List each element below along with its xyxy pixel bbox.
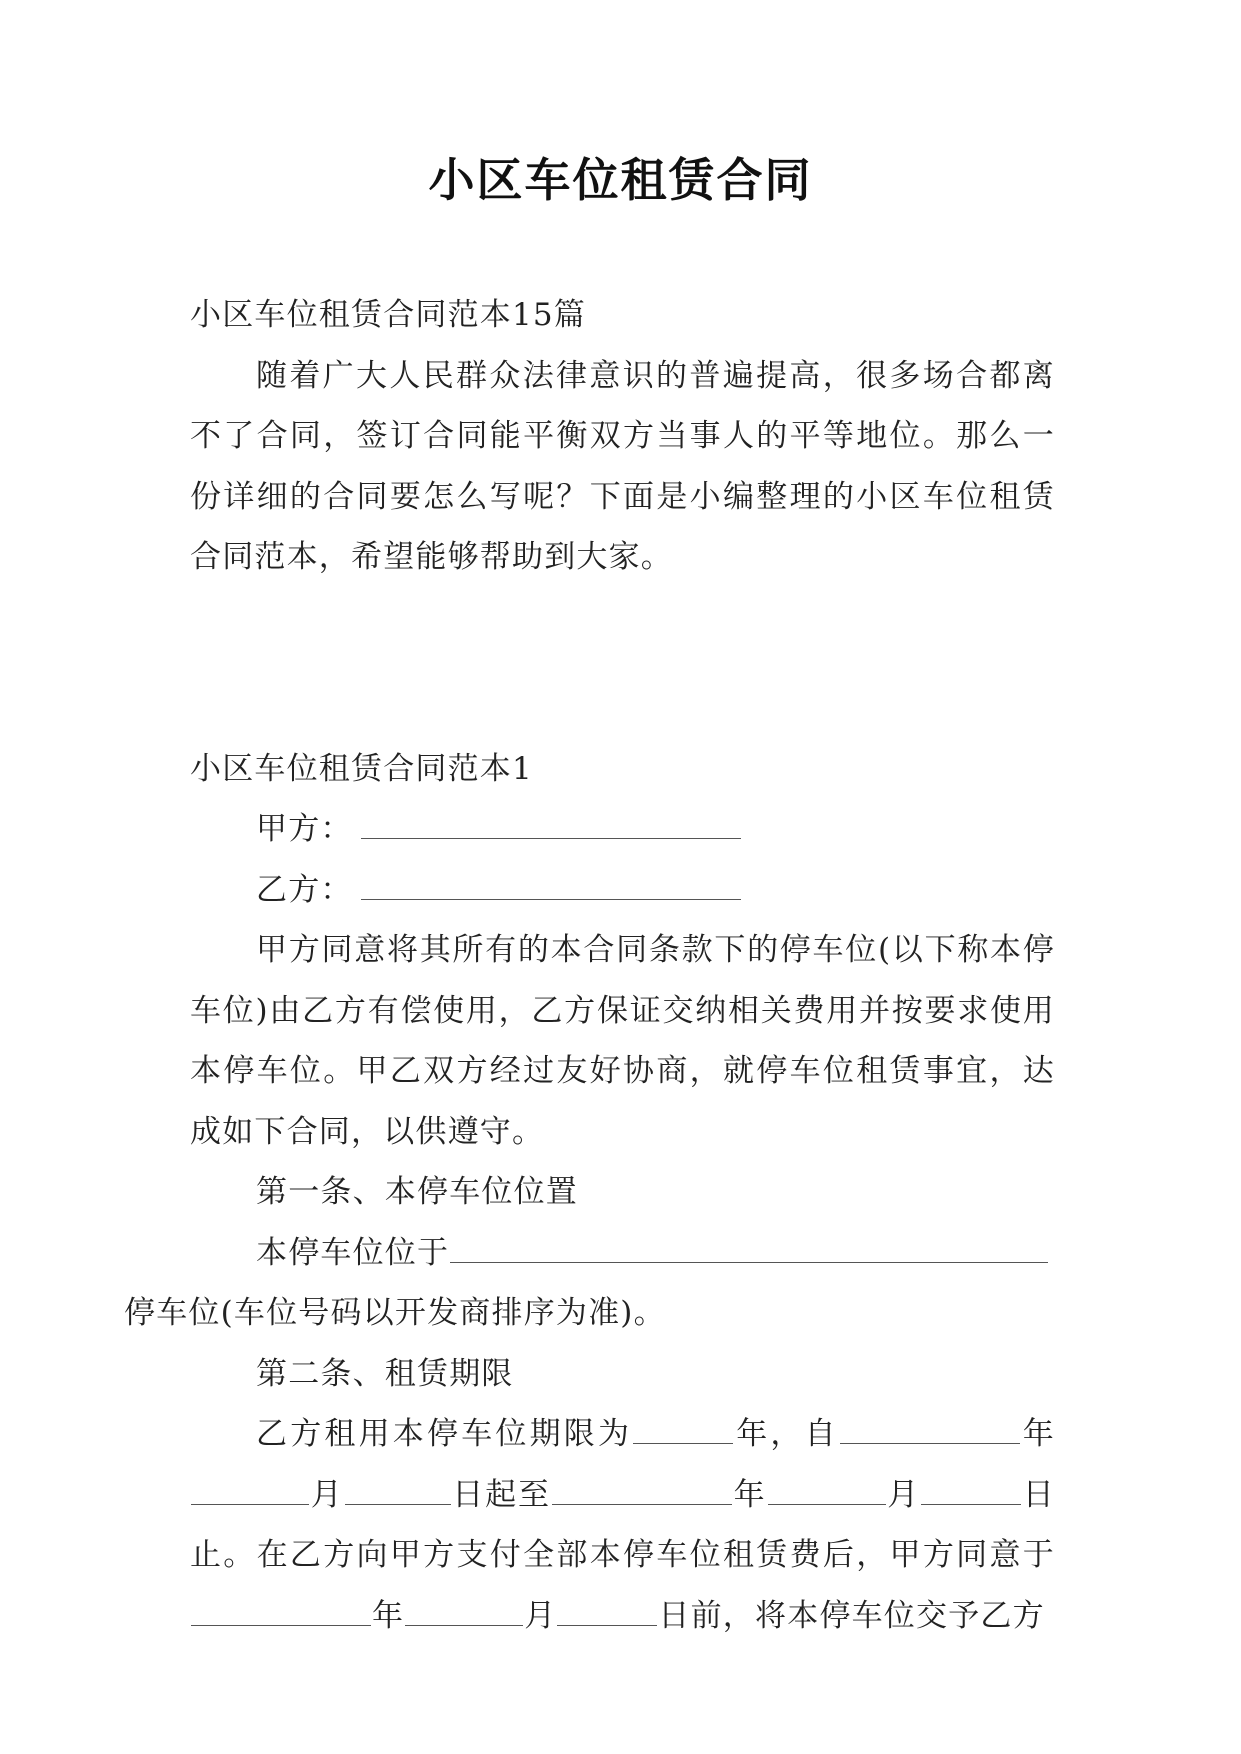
document-body	[124, 285, 1056, 1646]
intro-paragraph: 随着广大人民群众法律意识的普遍提高，很多场合都离不了合同，签订合同能平衡双方当事人的平等地位。那么一份详细的合同要怎么写呢？下面是小编整理的小区车位租赁合同范本，希望能够帮助到大家。	[190, 357, 1055, 575]
party-b-label: 乙方：	[256, 871, 353, 908]
end-year-blank	[552, 1480, 732, 1505]
article2-heading: 第二条、租赁期限	[256, 1355, 514, 1392]
article2-text: 年	[732, 1476, 767, 1513]
party-a-blank	[361, 814, 741, 839]
article2-text: 日止。在乙方向甲方支付全部本停车位租赁费后，甲方同意于	[190, 1476, 1055, 1573]
party-a-label: 甲方：	[256, 811, 353, 847]
spacer	[190, 588, 1055, 739]
party-a-line	[190, 799, 1055, 860]
article2-text: 年，自	[734, 1416, 839, 1452]
term-years-blank	[633, 1419, 733, 1444]
article1-heading: 第一条、本停车位位置	[256, 1174, 578, 1210]
delivery-year-blank	[191, 1601, 371, 1626]
section-heading: 小区车位租赁合同范本1	[190, 750, 533, 787]
end-month-blank	[768, 1480, 886, 1505]
delivery-month-blank	[405, 1601, 523, 1626]
article2-text: 月	[886, 1476, 921, 1513]
start-month-blank	[191, 1480, 309, 1505]
article2-text: 日前，将本停车位交予乙方	[658, 1597, 1045, 1634]
party-b-blank	[361, 875, 741, 900]
start-day-blank	[345, 1480, 451, 1505]
article1-text-start: 本停车位位于	[256, 1234, 450, 1271]
preamble-paragraph: 甲方同意将其所有的本合同条款下的停车位(以下称本停车位)由乙方有偿使用，乙方保证交纳相关费用并按要求使用本停车位。甲乙双方经过友好协商，就停车位租赁事宜，达成如下合同，以供遵守。	[190, 932, 1055, 1150]
article2-paragraph	[190, 1404, 1055, 1646]
article1-paragraph	[124, 1223, 1055, 1344]
article2-text: 年	[1020, 1416, 1056, 1452]
article2-text: 月	[524, 1597, 557, 1634]
party-b-line	[190, 860, 1055, 921]
start-year-blank	[840, 1419, 1020, 1444]
article2-text: 月	[310, 1476, 344, 1513]
document-subtitle: 小区车位租赁合同范本15篇	[190, 297, 587, 333]
article2-text: 乙方租用本停车位期限为	[256, 1416, 633, 1452]
article2-text: 年	[372, 1597, 405, 1634]
article2-text: 日起至	[451, 1476, 551, 1513]
document-title: 小区车位租赁合同	[428, 153, 813, 207]
end-day-blank	[921, 1480, 1021, 1505]
article1-text-end: 停车位(车位号码以开发商排序为准)。	[124, 1295, 666, 1331]
location-blank	[450, 1238, 1048, 1263]
delivery-day-blank	[557, 1601, 657, 1626]
